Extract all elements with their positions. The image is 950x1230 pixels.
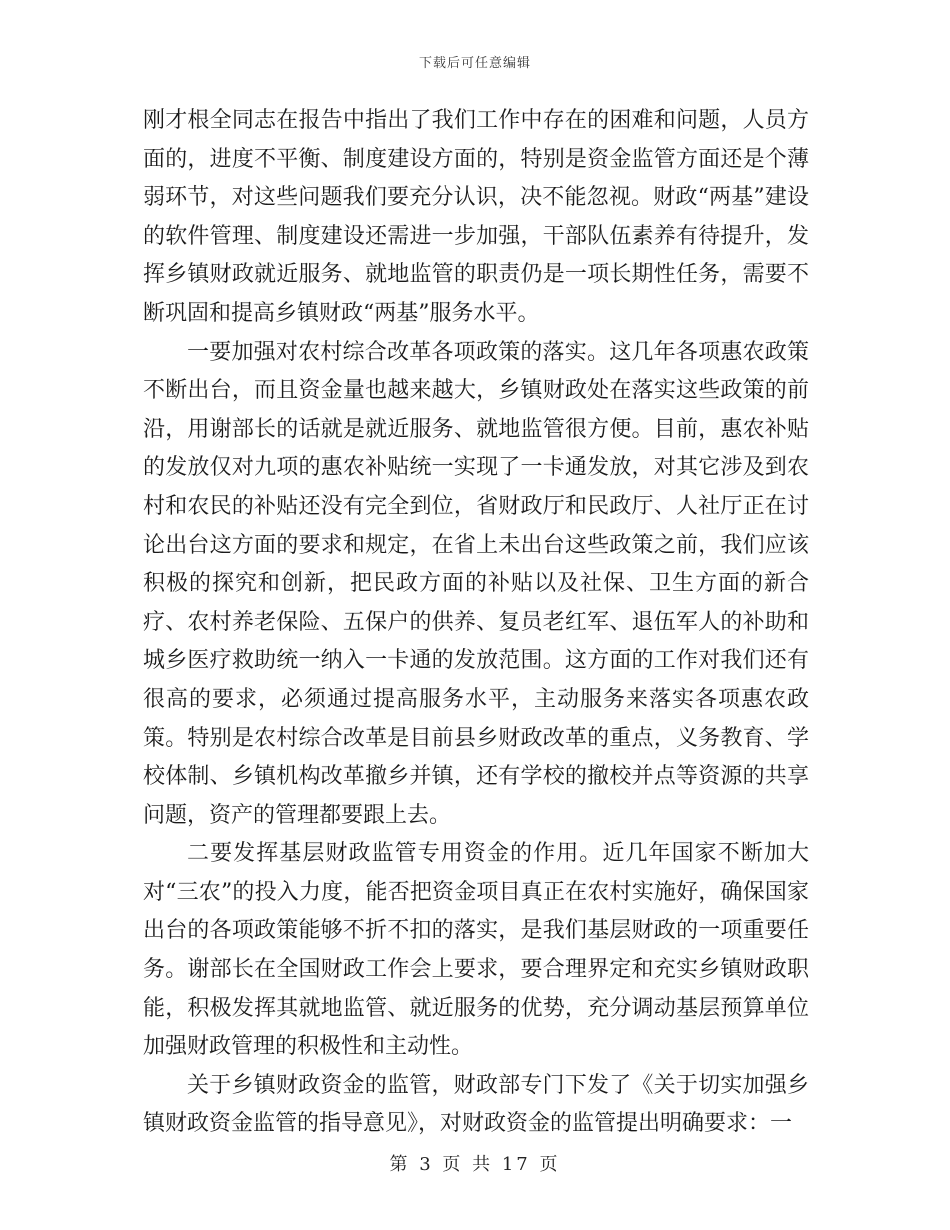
document-body: [143, 102, 809, 1144]
paragraph-3: 二要发挥基层财政监管专用资金的作用。近几年国家不断加大对“三农”的投入力度，能否把资金项目真正在农村实施好，确保国家出台的各项政策能够不折不扣的落实，是我们基层财政的一项重要任务。谢部长在全国财政工作会上要求，要合理界定和充实乡镇财政职能，积极发挥其就地监管、就近服务的优势，充分调动基层预算单位加强财政管理的积极性和主动性。: [143, 841, 809, 1060]
paragraph-4: 关于乡镇财政资金的监管，财政部专门下发了《关于切实加强乡镇财政资金监管的指导意见》，对财政资金的监管提出明确要求：一: [143, 1072, 809, 1137]
page-number: 第 3 页 共 17 页: [389, 1154, 561, 1175]
paragraph-1: 刚才根全同志在报告中指出了我们工作中存在的困难和问题，人员方面的，进度不平衡、制度建设方面的，特别是资金监管方面还是个薄弱环节，对这些问题我们要充分认识，决不能忽视。财政“两基”建设的软件管理、制度建设还需进一步加强，干部队伍素养有待提升，发挥乡镇财政就近服务、就地监管的职责仍是一项长期性任务，需要不断巩固和提高乡镇财政“两基”服务水平。: [143, 108, 809, 326]
paragraph-2: 一要加强对农村综合改革各项政策的落实。这几年各项惠农政策不断出台，而且资金量也越来越大，乡镇财政处在落实这些政策的前沿，用谢部长的话就是就近服务、就地监管很方便。目前，惠农补贴的发放仅对九项的惠农补贴统一实现了一卡通发放，对其它涉及到农村和农民的补贴还没有完全到位，省财政厅和民政厅、人社厅正在讨论出台这方面的要求和规定，在省上未出台这些政策之前，我们应该积极的探究和创新，把民政方面的补贴以及社保、卫生方面的新合疗、农村养老保险、五保户的供养、复员老红军、退伍军人的补助和城乡医疗救助统一纳入一卡通的发放范围。这方面的工作对我们还有很高的要求，必须通过提高服务水平，主动服务来落实各项惠农政策。特别是农村综合改革是目前县乡财政改革的重点，义务教育、学校体制、乡镇机构改革撤乡并镇，还有学校的撤校并点等资源的共享问题，资产的管理都要跟上去。: [143, 339, 809, 828]
header-note: 下载后可任意编辑: [418, 56, 531, 71]
